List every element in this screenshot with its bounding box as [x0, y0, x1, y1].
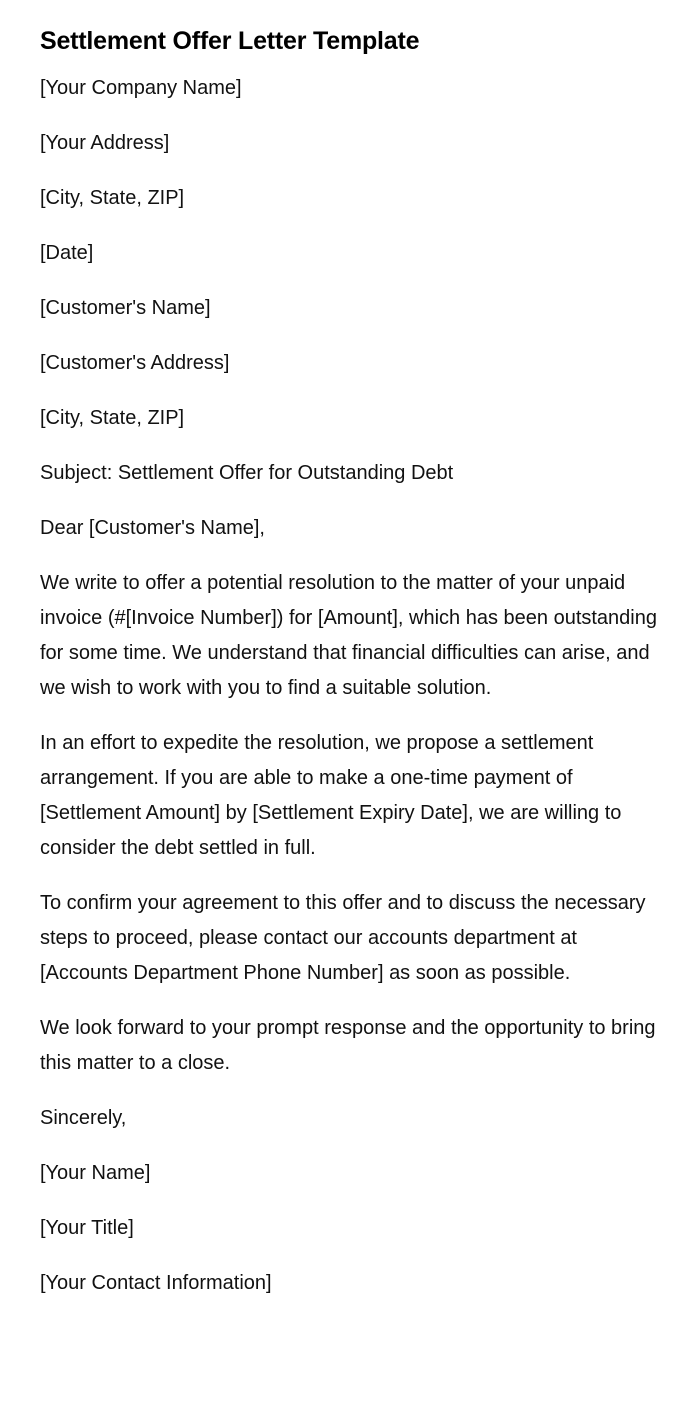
sender-address: [Your Address] [40, 132, 170, 154]
closing: Sincerely, [40, 1107, 127, 1129]
document-title: Settlement Offer Letter Template [40, 27, 420, 55]
recipient-name: [Customer's Name] [40, 297, 211, 319]
salutation: Dear [Customer's Name], [40, 517, 265, 539]
recipient-city-state-zip: [City, State, ZIP] [40, 407, 185, 429]
recipient-address: [Customer's Address] [40, 352, 230, 374]
body-paragraph-2: In an effort to expedite the resolution, we propose a settlement arrangement. If you are able to make a one-time payment of [Settlement Amount] by [Settlement Expiry Date], we are willing to consider the debt settled in full. [40, 732, 622, 859]
body-paragraph-1: We write to offer a potential resolution to the matter of your unpaid invoice (#[Invoice Number]) for [Amount], which has been outstanding for some time. We understand that financial difficulties can arise, and we wish to work with you to find a suitable solution. [40, 572, 657, 699]
body-paragraph-4: We look forward to your prompt response and the opportunity to bring this matter to a close. [40, 1017, 656, 1074]
sender-city-state-zip: [City, State, ZIP] [40, 187, 185, 209]
signature-contact: [Your Contact Information] [40, 1272, 272, 1294]
body-paragraph-3: To confirm your agreement to this offer and to discuss the necessary steps to proceed, please contact our accounts department at [Accounts Department Phone Number] as soon as possible. [40, 892, 646, 984]
sender-company: [Your Company Name] [40, 77, 242, 99]
subject-line: Subject: Settlement Offer for Outstanding Debt [40, 462, 454, 484]
signature-title: [Your Title] [40, 1217, 134, 1239]
signature-name: [Your Name] [40, 1162, 151, 1184]
letter-date: [Date] [40, 242, 94, 264]
